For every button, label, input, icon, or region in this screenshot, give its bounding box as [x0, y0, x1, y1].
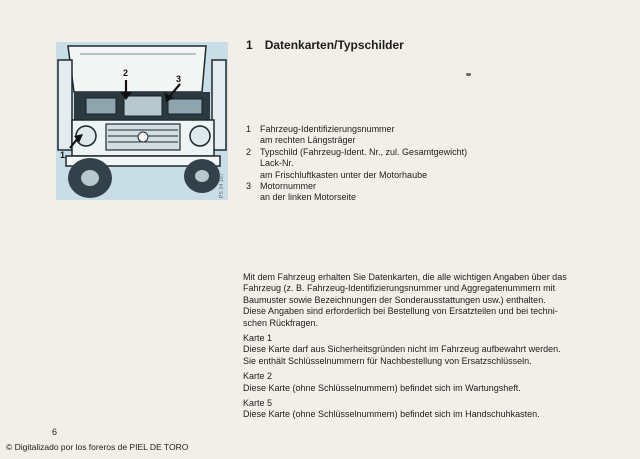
card-line: Diese Karte (ohne Schlüsselnummern) befindet sich im Wartungsheft. — [243, 382, 521, 393]
intro-line: Mit dem Fahrzeug erhalten Sie Datenkarten, die alle wichtigen Angaben über das — [243, 272, 567, 282]
card-block — [243, 398, 613, 421]
card-heading: Karte 5 — [243, 398, 273, 409]
intro-line: Diese Angaben sind erforderlich bei Bestellung von Ersatzteilen und bei techni- — [243, 306, 558, 317]
card-line: Diese Karte (ohne Schlüsselnummern) befindet sich im Handschuhkasten. — [243, 409, 540, 420]
legend-item — [246, 181, 546, 204]
legend-item — [246, 124, 546, 147]
legend-line: Fahrzeug-Identifizierungsnummer — [260, 124, 395, 134]
section-title-text: Datenkarten/Typschilder — [264, 38, 404, 52]
legend-number: 1 — [246, 124, 252, 134]
section-title — [246, 38, 404, 52]
card-block — [243, 371, 613, 394]
legend-line: Motornummer — [260, 181, 317, 192]
vehicle-drawing — [56, 42, 228, 200]
legend-line: Typschild (Fahrzeug-Ident. Nr., zul. Gesamtgewicht) — [260, 146, 468, 157]
legend-line: am Frischluftkasten unter der Motorhaube — [260, 169, 428, 180]
card-block — [243, 333, 613, 367]
legend-line: an der linken Motorseite — [260, 192, 357, 203]
right-headlight — [190, 126, 210, 146]
legend-line: am rechten Längsträger — [260, 135, 356, 146]
vehicle-illustration — [56, 42, 228, 200]
card-line: Sie enthält Schlüsselnummern für Nachbestellung von Ersatzschlüsseln. — [243, 355, 532, 366]
page-number: 6 — [52, 427, 58, 437]
legend-number: 2 — [246, 146, 252, 157]
callout-label-3: 3 — [176, 74, 182, 84]
intro-line: Baumuster sowie Bezeichnungen der Sonderausstattungen usw.) enthalten. — [243, 294, 546, 305]
legend-line: Lack-Nr. — [260, 158, 294, 169]
callout-label-1: 1 — [60, 150, 66, 160]
card-line: Diese Karte darf aus Sicherheitsgründen nicht im Fahrzeug aufbewahrt werden. — [243, 344, 561, 355]
illustration-code: PS 34 187 — [219, 172, 225, 198]
callout-label-2: 2 — [123, 68, 129, 78]
legend-item — [246, 147, 546, 181]
footer-credit: © Digitalizado por los foreros de PIEL DE TORO — [6, 442, 189, 452]
card-heading: Karte 2 — [243, 371, 273, 382]
open-hood — [68, 46, 206, 92]
intro-line: schen Rückfragen. — [243, 317, 319, 328]
callout-legend — [246, 124, 546, 204]
section-number: 1 — [246, 38, 253, 52]
body-text — [243, 272, 613, 421]
page-speck — [466, 73, 471, 76]
card-heading: Karte 1 — [243, 333, 273, 344]
legend-number: 3 — [246, 181, 252, 192]
intro-line: Fahrzeug (z. B. Fahrzeug-Identifizierungsnummer und Aggregatenummern mit — [243, 283, 556, 294]
